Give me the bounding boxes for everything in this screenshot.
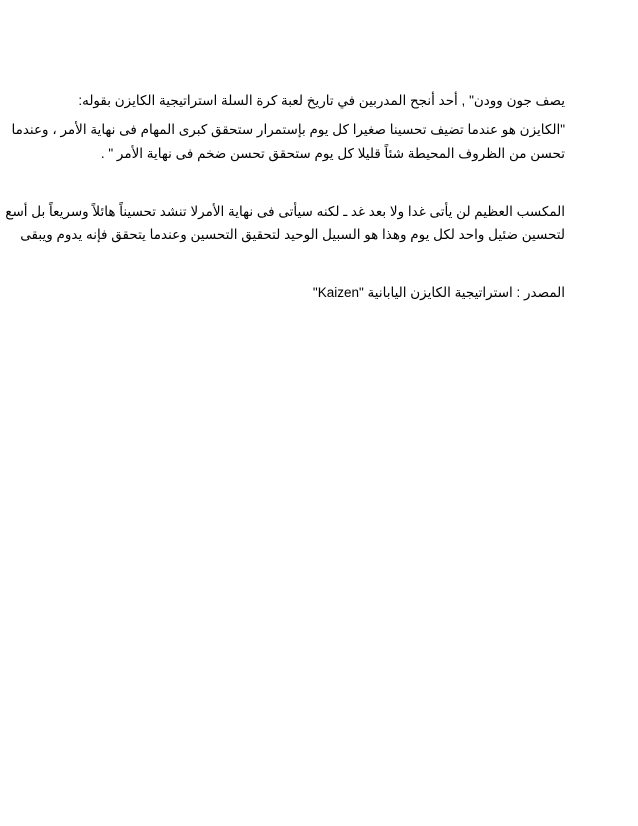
paragraph-line-2: لتحسين ضئيل واحد لكل يوم وهذا هو السبيل الوحيد لتحقيق التحسين وعندما يتحقق فإنه يدوم ويبقى <box>20 227 565 242</box>
intro-line: يصف جون وودن" , أحد أنجح المدربين في تاريخ لعبة كرة السلة استراتيجية الكايزن بقوله: <box>78 93 565 108</box>
quote-line-1: "الكايزن هو عندما تضيف تحسينا صغيرا كل يوم بإستمرار ستحقق كبرى المهام فى نهاية الأمر ، وعندما <box>11 122 565 137</box>
paragraph-line-1: المكسب العظيم لن يأتى غدا ولا بعد غد ـ لكنه سيأتى فى نهاية الأمرلا تنشد تحسيناً هائلاً وسريعاً بل أسع <box>5 204 565 219</box>
quote-line-2: تحسن من الظروف المحيطة شئاً قليلا كل يوم ستحقق تحسن ضخم فى نهاية الأمر " . <box>100 146 565 161</box>
source-line: المصدر : استراتيجية الكايزن اليابانية "Kaizen" <box>312 285 565 300</box>
